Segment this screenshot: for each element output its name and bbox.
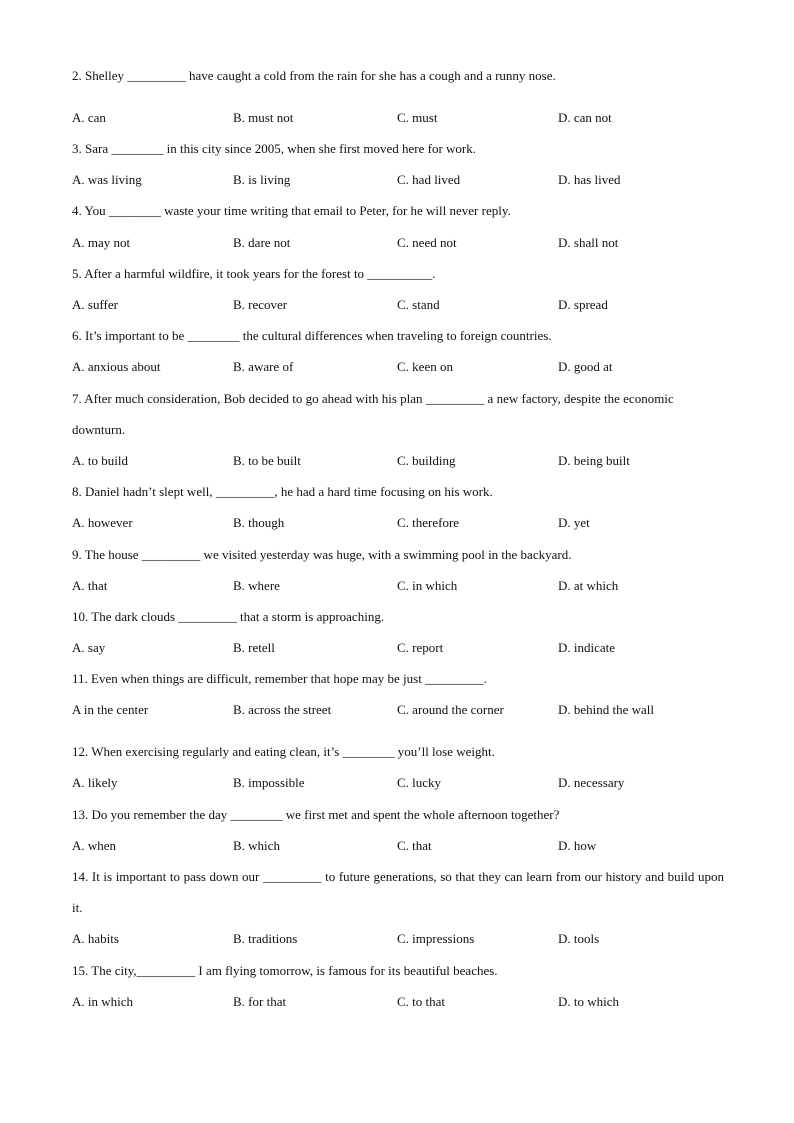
question-13-stem: 13. Do you remember the day ________ we first met and spent the whole afternoon together? <box>72 807 560 822</box>
option-a: A. when <box>72 838 117 853</box>
option-b: B. traditions <box>233 931 298 946</box>
option-b: B. to be built <box>233 453 301 468</box>
option-d: D. shall not <box>558 235 619 250</box>
option-c: C. keen on <box>397 359 453 374</box>
option-b: B. is living <box>233 172 291 187</box>
option-c: C. therefore <box>397 515 460 530</box>
option-c: C. need not <box>397 235 457 250</box>
option-c: C. around the corner <box>397 702 504 717</box>
option-a: A. anxious about <box>72 359 161 374</box>
option-b: B. dare not <box>233 235 291 250</box>
option-d: D. being built <box>558 453 630 468</box>
option-d: D. necessary <box>558 775 625 790</box>
question-14-stem: 14. It is important to pass down our _________ to future generations, so that they can learn from our history and build upon it. <box>72 869 724 915</box>
option-b: B. for that <box>233 994 287 1009</box>
option-c: C. lucky <box>397 775 442 790</box>
question-5-stem: 5. After a harmful wildfire, it took years for the forest to __________. <box>72 266 436 281</box>
option-a: A. can <box>72 110 106 125</box>
option-b: B. aware of <box>233 359 294 374</box>
question-15-options <box>72 992 724 1012</box>
question-10-options <box>72 638 724 658</box>
question-12-stem: 12. When exercising regularly and eating clean, it’s ________ you’ll lose weight. <box>72 744 495 759</box>
option-b: B. where <box>233 578 280 593</box>
option-d: D. spread <box>558 297 608 312</box>
question-7-options <box>72 451 724 471</box>
question-12-options <box>72 773 724 793</box>
option-c: C. to that <box>397 994 446 1009</box>
option-a: A. habits <box>72 931 119 946</box>
option-d: D. to which <box>558 994 620 1009</box>
question-3-stem: 3. Sara ________ in this city since 2005, when she first moved here for work. <box>72 141 477 156</box>
option-a: A. was living <box>72 172 142 187</box>
question-11-options <box>72 700 724 720</box>
option-c: C. stand <box>397 297 440 312</box>
option-a: A. likely <box>72 775 118 790</box>
option-d: D. how <box>558 838 597 853</box>
option-d: D. indicate <box>558 640 616 655</box>
option-c: C. had lived <box>397 172 461 187</box>
option-b: B. across the street <box>233 702 332 717</box>
option-d: D. at which <box>558 578 619 593</box>
option-a: A. to build <box>72 453 128 468</box>
option-d: D. can not <box>558 110 612 125</box>
option-b: B. must not <box>233 110 294 125</box>
question-2-options <box>72 108 724 128</box>
question-15-stem: 15. The city,_________ I am flying tomorrow, is famous for its beautiful beaches. <box>72 963 498 978</box>
question-7-stem: 7. After much consideration, Bob decided to go ahead with his plan _________ a new factory, despite the economic downturn. <box>72 391 674 437</box>
option-a: A. suffer <box>72 297 118 312</box>
option-c: C. that <box>397 838 432 853</box>
question-9-options <box>72 576 724 596</box>
question-9-stem: 9. The house _________ we visited yesterday was huge, with a swimming pool in the backyard. <box>72 547 572 562</box>
option-a: A. may not <box>72 235 131 250</box>
option-a: A. say <box>72 640 106 655</box>
question-2-stem: 2. Shelley _________ have caught a cold from the rain for she has a cough and a runny nose. <box>72 68 556 83</box>
option-c: C. building <box>397 453 456 468</box>
question-4-options <box>72 233 724 253</box>
option-b: B. impossible <box>233 775 305 790</box>
option-a: A. however <box>72 515 133 530</box>
option-d: D. yet <box>558 515 590 530</box>
option-b: B. retell <box>233 640 275 655</box>
question-10-stem: 10. The dark clouds _________ that a storm is approaching. <box>72 609 385 624</box>
question-14-options <box>72 929 724 949</box>
question-11-stem: 11. Even when things are difficult, remember that hope may be just _________. <box>72 671 487 686</box>
option-a: A in the center <box>72 702 149 717</box>
option-b: B. recover <box>233 297 288 312</box>
option-a: A. in which <box>72 994 134 1009</box>
option-c: C. report <box>397 640 444 655</box>
question-6-stem: 6. It’s important to be ________ the cultural differences when traveling to foreign countries. <box>72 328 552 343</box>
option-d: D. has lived <box>558 172 621 187</box>
option-d: D. good at <box>558 359 613 374</box>
option-b: B. though <box>233 515 285 530</box>
question-3-options <box>72 170 724 190</box>
option-a: A. that <box>72 578 108 593</box>
option-b: B. which <box>233 838 280 853</box>
question-5-options <box>72 295 724 315</box>
option-d: D. behind the wall <box>558 702 655 717</box>
question-8-stem: 8. Daniel hadn’t slept well, _________, he had a hard time focusing on his work. <box>72 484 493 499</box>
question-8-options <box>72 513 724 533</box>
option-c: C. impressions <box>397 931 475 946</box>
option-d: D. tools <box>558 931 600 946</box>
question-13-options <box>72 836 724 856</box>
question-6-options <box>72 357 724 377</box>
question-4-stem: 4. You ________ waste your time writing that email to Peter, for he will never reply. <box>72 203 511 218</box>
option-c: C. must <box>397 110 438 125</box>
option-c: C. in which <box>397 578 458 593</box>
